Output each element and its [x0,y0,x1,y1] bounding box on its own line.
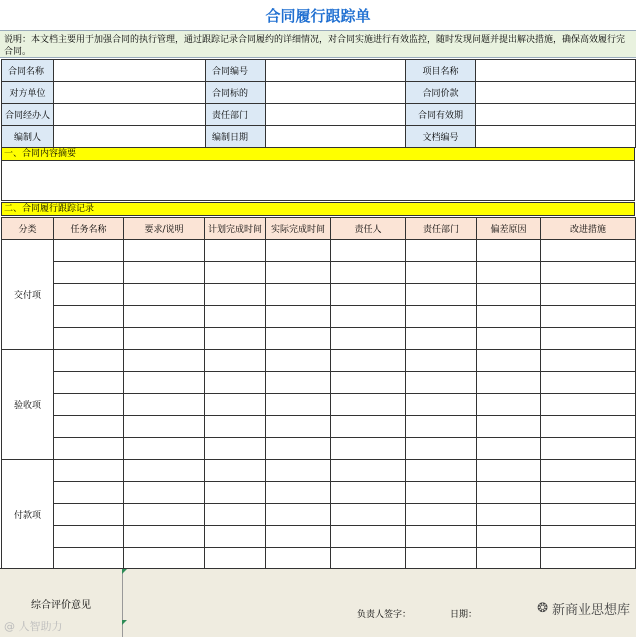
owner-cell[interactable] [331,526,406,548]
requirement-cell[interactable] [124,460,205,482]
requirement-cell[interactable] [124,372,205,394]
column-header: 偏差原因 [477,218,541,240]
actual-date-cell[interactable] [266,240,331,262]
deviation-cell[interactable] [477,350,541,372]
task-name-cell[interactable] [54,482,124,504]
actual-date-cell[interactable] [266,394,331,416]
owner-cell[interactable] [331,284,406,306]
info-label: 合同编号 [206,60,266,82]
planned-date-cell[interactable] [205,240,266,262]
evaluation-section [0,568,636,637]
owner-cell[interactable] [331,548,406,570]
author-field[interactable] [54,126,206,148]
actual-date-cell[interactable] [266,504,331,526]
counterparty-field[interactable] [54,82,206,104]
planned-date-cell[interactable] [205,526,266,548]
category-cell: 验收项 [2,350,54,460]
dept-cell[interactable] [406,306,477,328]
planned-date-cell[interactable] [205,504,266,526]
column-header: 分类 [2,218,54,240]
task-name-cell[interactable] [54,262,124,284]
planned-date-cell[interactable] [205,548,266,570]
dept-cell[interactable] [406,350,477,372]
planned-date-cell[interactable] [205,372,266,394]
owner-cell[interactable] [331,504,406,526]
category-cell: 付款项 [2,460,54,570]
table-row [2,284,636,306]
requirement-cell[interactable] [124,416,205,438]
table-row [2,350,636,372]
requirement-cell[interactable] [124,306,205,328]
table-row [2,306,636,328]
task-name-cell[interactable] [54,504,124,526]
info-label: 合同经办人 [2,104,54,126]
dept-cell[interactable] [406,548,477,570]
actual-date-cell[interactable] [266,372,331,394]
table-row [2,416,636,438]
requirement-cell[interactable] [124,350,205,372]
deviation-cell[interactable] [477,240,541,262]
table-row [2,394,636,416]
table-row [2,240,636,262]
info-label: 合同有效期 [406,104,476,126]
table-row [2,262,636,284]
faint-watermark: @ 人智助力 [4,620,63,633]
table-row [2,372,636,394]
owner-cell[interactable] [331,240,406,262]
doc-number-field[interactable] [476,126,636,148]
dept-cell[interactable] [406,460,477,482]
info-label: 编制人 [2,126,54,148]
table-row [2,482,636,504]
deviation-cell[interactable] [477,372,541,394]
info-label: 项目名称 [406,60,476,82]
improvement-cell[interactable] [541,284,636,306]
info-label: 编制日期 [206,126,266,148]
dept-cell[interactable] [406,328,477,350]
info-row [2,104,636,126]
table-row [2,548,636,570]
section-summary-header: 一、合同内容摘要 [1,147,635,161]
column-header: 计划完成时间 [205,218,266,240]
dept-cell[interactable] [406,284,477,306]
deviation-cell[interactable] [477,394,541,416]
improvement-cell[interactable] [541,350,636,372]
improvement-cell[interactable] [541,526,636,548]
owner-cell[interactable] [331,416,406,438]
tracking-table [1,217,636,570]
task-name-cell[interactable] [54,284,124,306]
date-label: 日期： [450,610,478,620]
section-tracking-header: 二、合同履行跟踪记录 [1,202,635,216]
actual-date-cell[interactable] [266,526,331,548]
brand-watermark [537,599,630,618]
improvement-cell[interactable] [541,262,636,284]
contract-info-table [1,59,636,148]
deviation-cell[interactable] [477,548,541,570]
task-name-cell[interactable] [54,460,124,482]
column-header: 责任部门 [406,218,477,240]
improvement-cell[interactable] [541,240,636,262]
column-header: 实际完成时间 [266,218,331,240]
dept-cell[interactable] [406,394,477,416]
owner-cell[interactable] [331,262,406,284]
owner-cell[interactable] [331,438,406,460]
owner-cell[interactable] [331,372,406,394]
dept-cell[interactable] [406,262,477,284]
improvement-cell[interactable] [541,394,636,416]
info-label: 合同价款 [406,82,476,104]
planned-date-cell[interactable] [205,262,266,284]
table-row [2,504,636,526]
info-label: 责任部门 [206,104,266,126]
improvement-cell[interactable] [541,328,636,350]
owner-cell[interactable] [331,394,406,416]
actual-date-cell[interactable] [266,306,331,328]
planned-date-cell[interactable] [205,416,266,438]
brand-watermark-text: 新商业思想库 [551,603,630,618]
table-row [2,526,636,548]
handler-field[interactable] [54,104,206,126]
planned-date-cell[interactable] [205,350,266,372]
table-row [2,460,636,482]
requirement-cell[interactable] [124,526,205,548]
actual-date-cell[interactable] [266,438,331,460]
project-name-field[interactable] [476,60,636,82]
deviation-cell[interactable] [477,504,541,526]
improvement-cell[interactable] [541,438,636,460]
owner-cell[interactable] [331,460,406,482]
deviation-cell[interactable] [477,438,541,460]
dept-cell[interactable] [406,416,477,438]
table-row [2,438,636,460]
actual-date-cell[interactable] [266,284,331,306]
category-cell: 交付项 [2,240,54,350]
task-name-cell[interactable] [54,350,124,372]
dept-cell[interactable] [406,482,477,504]
owner-cell[interactable] [331,306,406,328]
table-row [2,328,636,350]
table-header-row [2,218,636,240]
deviation-cell[interactable] [477,262,541,284]
improvement-cell[interactable] [541,548,636,570]
planned-date-cell[interactable] [205,328,266,350]
info-row [2,60,636,82]
planned-date-cell[interactable] [205,482,266,504]
page-title: 合同履行跟踪单 [265,6,371,25]
actual-date-cell[interactable] [266,416,331,438]
task-name-cell[interactable] [54,416,124,438]
task-name-cell[interactable] [54,372,124,394]
deviation-cell[interactable] [477,460,541,482]
requirement-cell[interactable] [124,394,205,416]
improvement-cell[interactable] [541,504,636,526]
task-name-cell[interactable] [54,306,124,328]
actual-date-cell[interactable] [266,460,331,482]
column-header: 改进措施 [541,218,636,240]
info-label: 合同名称 [2,60,54,82]
actual-date-cell[interactable] [266,328,331,350]
responsible-dept-field[interactable] [266,104,406,126]
column-header: 要求/说明 [124,218,205,240]
signature-label: 负责人签字： [357,610,412,620]
planned-date-cell[interactable] [205,306,266,328]
planned-date-cell[interactable] [205,394,266,416]
info-label: 合同标的 [206,82,266,104]
improvement-cell[interactable] [541,460,636,482]
contract-number-field[interactable] [266,60,406,82]
validity-field[interactable] [476,104,636,126]
task-name-cell[interactable] [54,328,124,350]
column-header: 责任人 [331,218,406,240]
comment-marker-icon [122,569,127,574]
instruction-note: 说明：本文档主要用于加强合同的执行管理，通过跟踪记录合同履约的详细情况，对合同实施进行有效监控，随时发现问题并提出解决措施，确保高效履行完合同。 [0,30,636,58]
owner-cell[interactable] [331,350,406,372]
planned-date-cell[interactable] [205,438,266,460]
improvement-cell[interactable] [541,306,636,328]
requirement-cell[interactable] [124,504,205,526]
deviation-cell[interactable] [477,306,541,328]
improvement-cell[interactable] [541,416,636,438]
planned-date-cell[interactable] [205,460,266,482]
requirement-cell[interactable] [124,262,205,284]
dept-cell[interactable] [406,526,477,548]
contract-subject-field[interactable] [266,82,406,104]
task-name-cell[interactable] [54,394,124,416]
task-name-cell[interactable] [54,240,124,262]
requirement-cell[interactable] [124,328,205,350]
requirement-cell[interactable] [124,284,205,306]
improvement-cell[interactable] [541,372,636,394]
actual-date-cell[interactable] [266,548,331,570]
info-label: 对方单位 [2,82,54,104]
deviation-cell[interactable] [477,482,541,504]
summary-content-area[interactable] [1,161,635,201]
owner-cell[interactable] [331,328,406,350]
contract-name-field[interactable] [54,60,206,82]
improvement-cell[interactable] [541,482,636,504]
info-row [2,126,636,148]
evaluation-label: 综合评价意见 [0,569,123,637]
requirement-cell[interactable] [124,438,205,460]
requirement-cell[interactable] [124,240,205,262]
requirement-cell[interactable] [124,548,205,570]
deviation-cell[interactable] [477,416,541,438]
actual-date-cell[interactable] [266,482,331,504]
dept-cell[interactable] [406,504,477,526]
date-field[interactable] [266,126,406,148]
info-row [2,82,636,104]
dept-cell[interactable] [406,438,477,460]
column-header: 任务名称 [54,218,124,240]
wechat-icon: ❂ [537,601,548,616]
dept-cell[interactable] [406,240,477,262]
deviation-cell[interactable] [477,284,541,306]
task-name-cell[interactable] [54,548,124,570]
requirement-cell[interactable] [124,482,205,504]
comment-marker-icon [122,620,127,625]
planned-date-cell[interactable] [205,284,266,306]
task-name-cell[interactable] [54,438,124,460]
contract-price-field[interactable] [476,82,636,104]
actual-date-cell[interactable] [266,350,331,372]
task-name-cell[interactable] [54,526,124,548]
deviation-cell[interactable] [477,526,541,548]
dept-cell[interactable] [406,372,477,394]
owner-cell[interactable] [331,482,406,504]
deviation-cell[interactable] [477,328,541,350]
info-label: 文档编号 [406,126,476,148]
actual-date-cell[interactable] [266,262,331,284]
